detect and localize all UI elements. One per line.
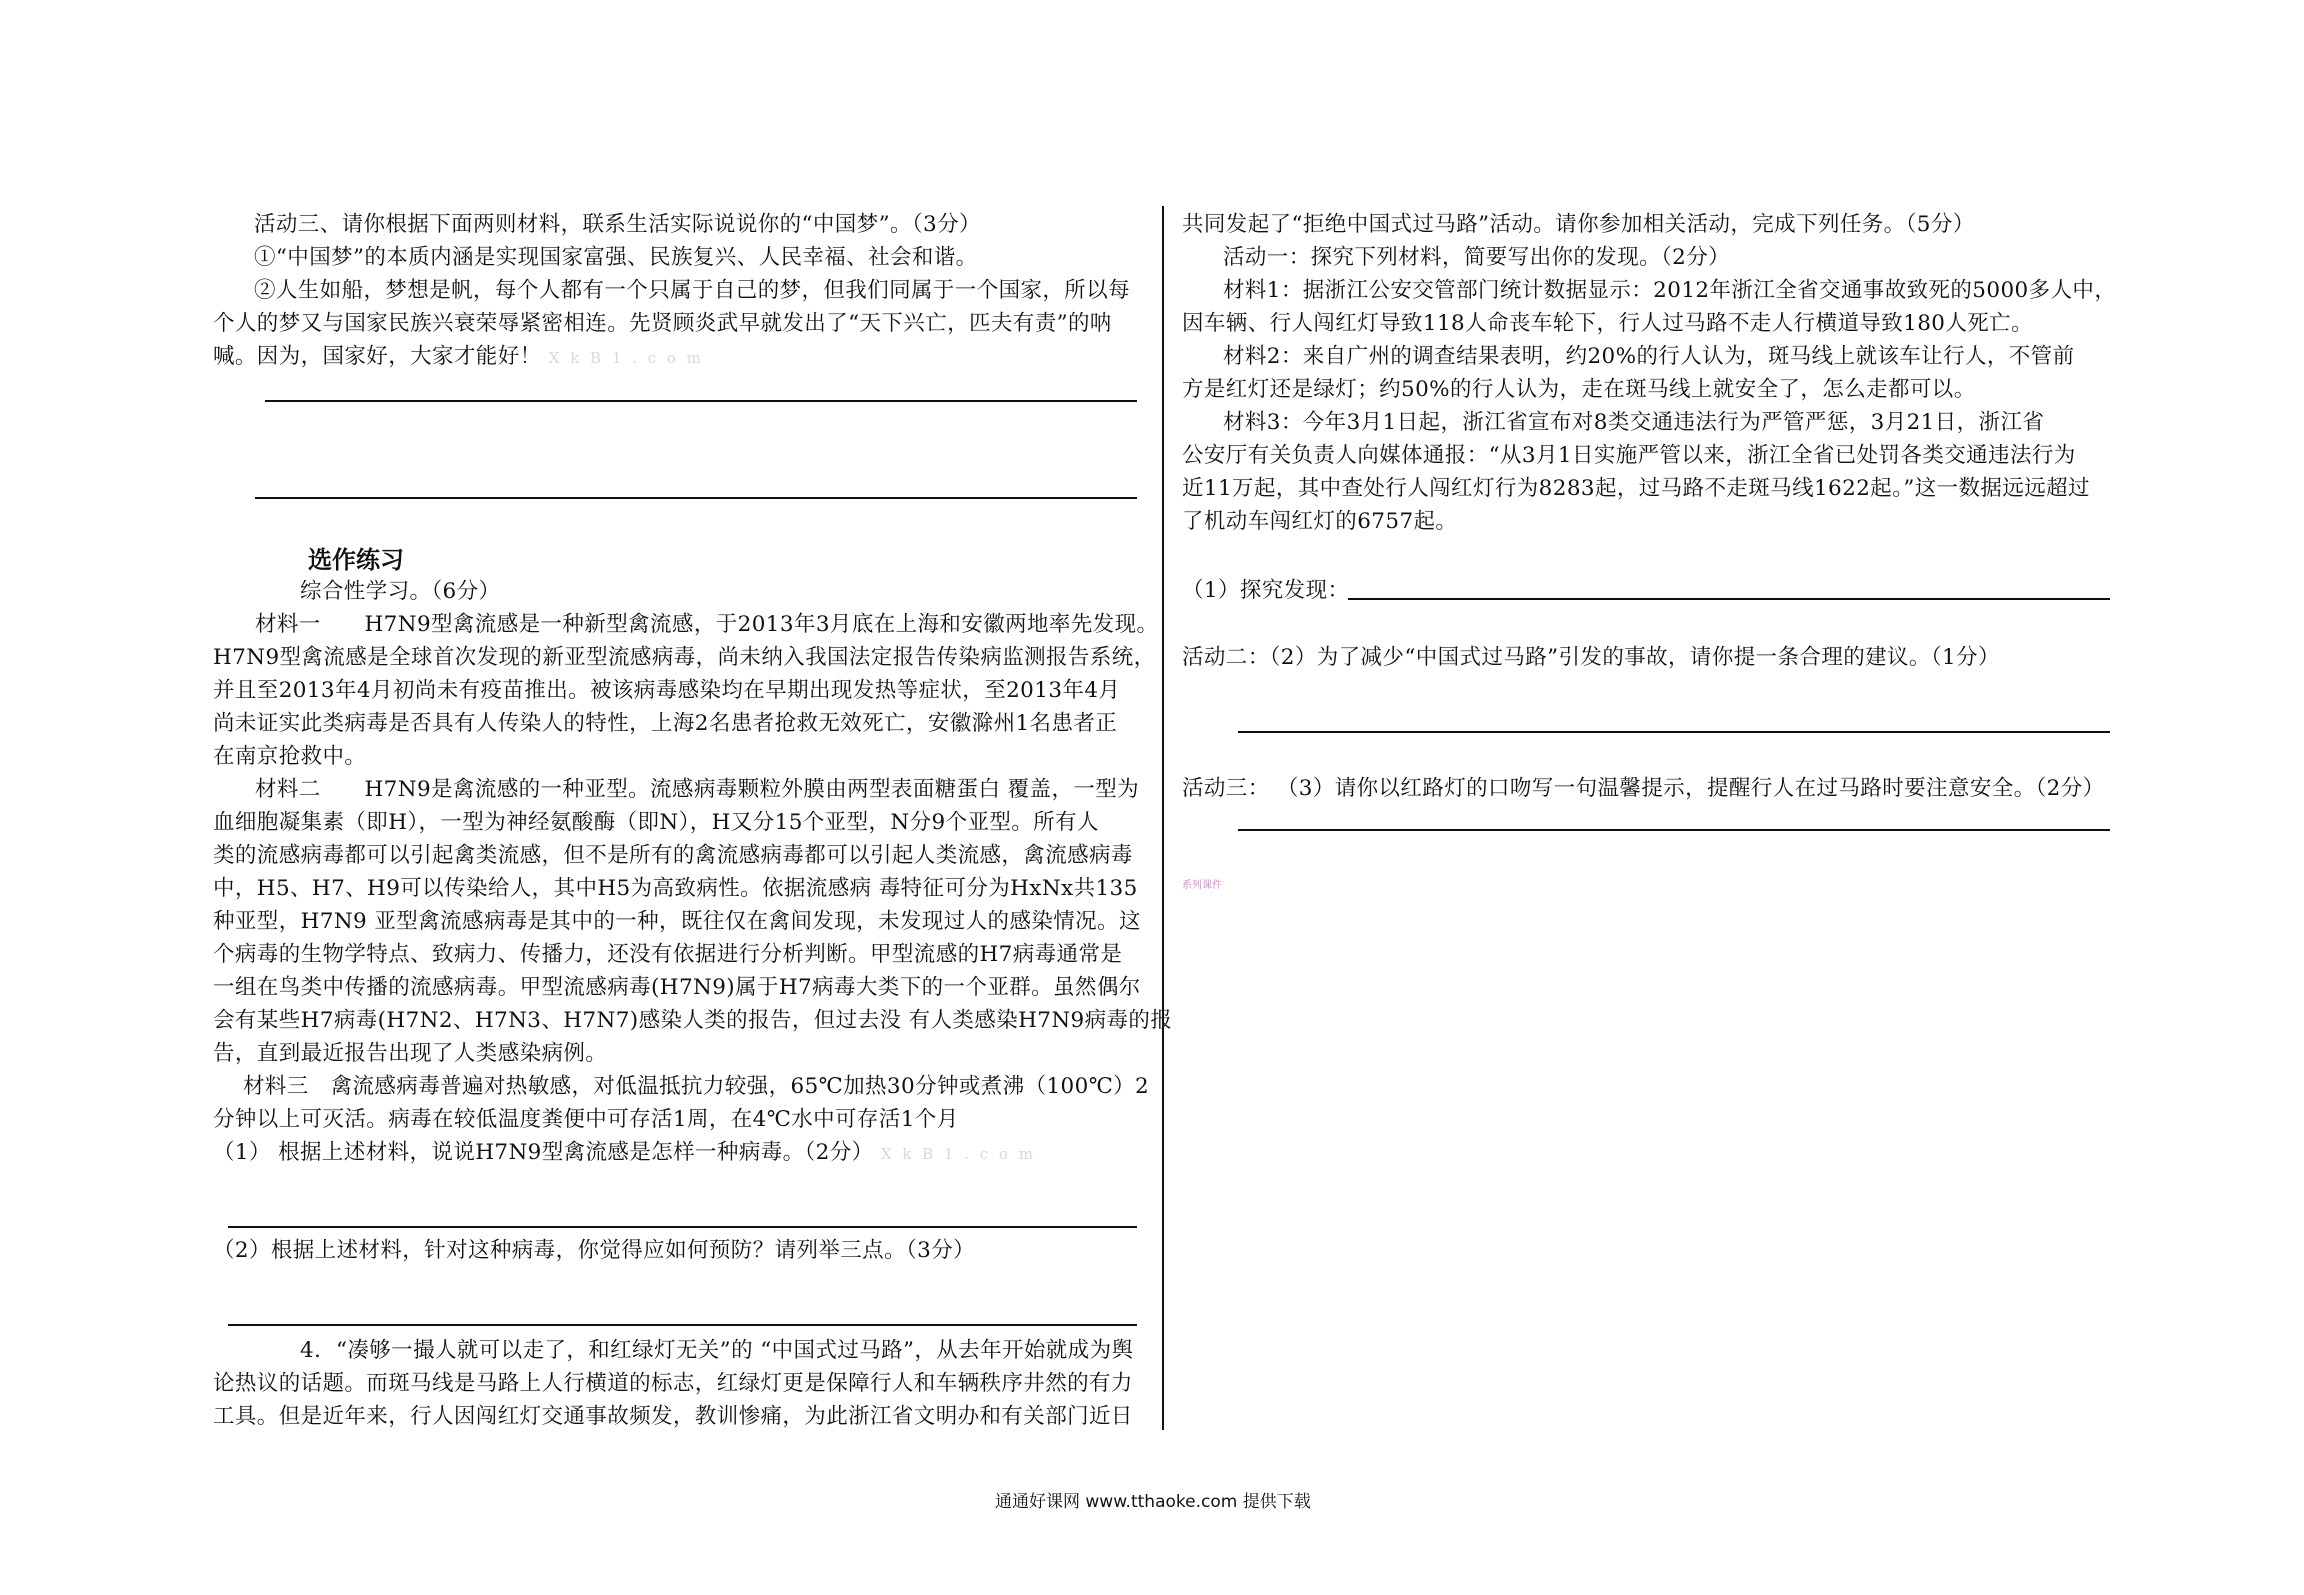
activity3-question: 活动三： （3）请你以红路灯的口吻写一句温馨提示，提醒行人在过马路时要注意安全。（2分） [1182,776,2105,801]
r-material1-line1: 材料1：据浙江公安交管部门统计数据显示：2012年浙江全省交通事故致死的5000多人中， [1223,278,2117,303]
column-divider [1162,206,1164,1430]
question-1 [213,1136,1036,1171]
section-title: 选作练习 [308,546,404,574]
material1-line5: 在南京抢救中。 [213,744,367,769]
r-material2-line2: 方是红灯还是绿灯；约50%的行人认为，走在斑马线上就安全了，怎么走都可以。 [1182,377,1976,402]
material1-line1: 材料一 H7N9型禽流感是一种新型禽流感，于2013年3月底在上海和安徽两地率先发现。 [255,612,1159,637]
r-material1-line2: 因车辆、行人闯红灯导致118人命丧车轮下，行人过马路不走人行横道导致180人死亡。 [1182,311,2033,336]
answer-line[interactable] [1348,598,2110,600]
activity3-intro: 活动三、请你根据下面两则材料，联系生活实际说说你的“中国梦”。（3分） [254,212,981,237]
activity3-item2-line3 [213,340,704,375]
item4-line2: 论热议的话题。而斑马线是马路上人行横道的标志，红绿灯更是保障行人和车辆秩序井然的有力 [213,1371,1133,1396]
answer-line[interactable] [1238,829,2110,831]
material3-line2: 分钟以上可灭活。病毒在较低温度粪便中可存活1周，在4℃水中可存活1个月 [213,1107,959,1132]
material2-line8: 会有某些H7病毒(H7N2、H7N3、H7N7)感染人类的报告，但过去没 有人类感染H7N9病毒的报 [213,1008,1173,1033]
activity3-item2-line2: 个人的梦又与国家民族兴衰荣辱紧密相连。先贤顾炎武早就发出了“天下兴亡，匹夫有责”的呐 [213,311,1112,336]
footer-text: 通通好课网 www.tthaoke.com 提供下载 [995,1492,1311,1512]
item4-line1: 4．“凑够一撮人就可以走了，和红绿灯无关”的 “中国式过马路”，从去年开始就成为舆 [300,1338,1134,1363]
material2-line3: 类的流感病毒都可以引起禽类流感，但不是所有的禽流感病毒都可以引起人类流感，禽流感病毒 [213,843,1133,868]
r-material3-line3: 近11万起，其中查处行人闯红灯行为8283起，过马路不走斑马线1622起。”这一数据远远超过 [1182,476,2090,501]
activity2-question: 活动二：（2）为了减少“中国式过马路”引发的事故，请你提一条合理的建议。（1分） [1182,645,2000,670]
material1-line4: 尚未证实此类病毒是否具有人传染人的特性，上海2名患者抢救无效死亡，安徽滁州1名患者正 [213,711,1118,736]
material2-line6: 个病毒的生物学特点、致病力、传播力，还没有依据进行分析判断。甲型流感的H7病毒通常是 [213,942,1123,967]
question-2: （2）根据上述材料，针对这种病毒，你觉得应如何预防？请列举三点。（3分） [213,1238,976,1263]
activity3-item2-line1: ②人生如船，梦想是帆，每个人都有一个只属于自己的梦，但我们同属于一个国家，所以每 [254,278,1131,303]
r-material3-line2: 公安厅有关负责人向媒体通报：“从3月1日实施严管以来，浙江全省已处罚各类交通违法行为 [1182,443,2076,468]
answer-line[interactable] [265,400,1137,402]
watermark-text: X k B 1 . c o m [548,349,704,367]
answer-line[interactable] [1238,731,2110,733]
activity3-item1: ①“中国梦”的本质内涵是实现国家富强、民族复兴、人民幸福、社会和谐。 [254,245,978,270]
r-material3-line4: 了机动车闯红灯的6757起。 [1182,509,1458,534]
watermark-text: X k B 1 . c o m [880,1145,1036,1163]
material1-line2: H7N9型禽流感是全球首次发现的新亚型流感病毒，尚未纳入我国法定报告传染病监测报告系统， [213,645,1156,670]
activity3-item2-text: 喊。因为，国家好，大家才能好！ [213,344,542,369]
material2-line1: 材料二 H7N9是禽流感的一种亚型。流感病毒颗粒外膜由两型表面糖蛋白 覆盖，一型为 [255,777,1140,802]
material2-line4: 中，H5、H7、H9可以传染给人，其中H5为高致病性。依据流感病 毒特征可分为HxNx共135 [213,876,1138,901]
material3-line1: 材料三 禽流感病毒普遍对热敏感，对低温抵抗力较强，65℃加热30分钟或煮沸（100℃）2 [243,1074,1150,1099]
r-material2-line1: 材料2：来自广州的调查结果表明，约20%的行人认为，斑马线上就该车让行人，不管前 [1223,344,2075,369]
material2-line9: 告，直到最近报告出现了人类感染病例。 [213,1041,608,1066]
item4-line3: 工具。但是近年来，行人因闯红灯交通事故频发，教训惨痛，为此浙江省文明办和有关部门近日 [213,1404,1133,1429]
question-1-text: （1） 根据上述材料，说说H7N9型禽流感是怎样一种病毒。（2分） [213,1140,874,1165]
material1-line3: 并且至2013年4月初尚未有疫苗推出。被该病毒感染均在早期出现发热等症状，至2013年4月 [213,678,1121,703]
continuation-text: 共同发起了“拒绝中国式过马路”活动。请你参加相关活动，完成下列任务。（5分） [1182,212,1975,237]
material2-line7: 一组在鸟类中传播的流感病毒。甲型流感病毒(H7N9)属于H7病毒大类下的一个亚群。虽然偶尔 [213,975,1141,1000]
material2-line2: 血细胞凝集素（即H），一型为神经氨酸酶（即N），H又分15个亚型，N分9个亚型。所有人 [213,810,1099,835]
question-1-label: （1）探究发现： [1182,578,1350,603]
answer-line[interactable] [255,497,1137,499]
answer-line[interactable] [228,1226,1137,1228]
activity1-intro: 活动一：探究下列材料，简要写出你的发现。（2分） [1223,245,1731,270]
small-mark: 系列课件 [1182,880,1222,891]
section-subtitle: 综合性学习。（6分） [300,579,501,604]
material2-line5: 种亚型，H7N9 亚型禽流感病毒是其中的一种，既往仅在禽间发现，未发现过人的感染情况。这 [213,909,1141,934]
answer-line[interactable] [228,1324,1137,1326]
r-material3-line1: 材料3：今年3月1日起，浙江省宣布对8类交通违法行为严管严惩，3月21日，浙江省 [1223,410,2045,435]
